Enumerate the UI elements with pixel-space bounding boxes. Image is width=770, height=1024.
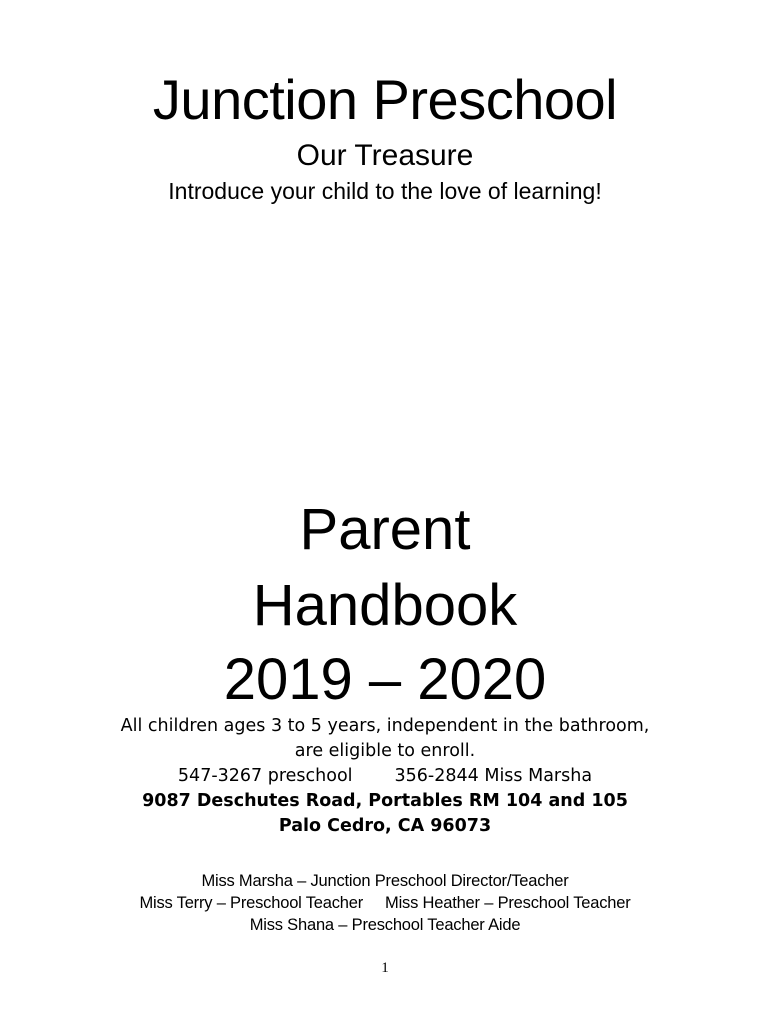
school-subtitle: Our Treasure xyxy=(296,139,474,172)
eligibility-line-2: are eligible to enroll. xyxy=(294,741,476,761)
page-number: 1 xyxy=(381,960,389,976)
address-line-1: 9087 Deschutes Road, Portables RM 104 and 105 xyxy=(142,791,628,811)
staff-teacher-terry: Miss Terry – Preschool Teacher xyxy=(139,894,364,912)
preschool-phone: 547-3267 preschool xyxy=(177,766,353,786)
handbook-title-year: 2019 – 2020 xyxy=(223,647,547,712)
phone-numbers xyxy=(0,764,770,789)
handbook-title-line-1: Parent xyxy=(299,497,471,562)
director-phone: 356-2844 Miss Marsha xyxy=(394,766,593,786)
address-line-2: Palo Cedro, CA 96073 xyxy=(278,816,492,836)
eligibility-line-1: All children ages 3 to 5 years, independent in the bathroom, xyxy=(120,716,650,736)
staff-teacher-heather: Miss Heather – Preschool Teacher xyxy=(385,894,631,912)
staff-director: Miss Marsha – Junction Preschool Director/Teacher xyxy=(201,872,569,890)
staff-aide: Miss Shana – Preschool Teacher Aide xyxy=(249,916,521,934)
school-name: Junction Preschool xyxy=(152,68,618,131)
school-tagline: Introduce your child to the love of learning! xyxy=(168,178,602,204)
handbook-title-line-2: Handbook xyxy=(252,573,518,638)
staff-teachers xyxy=(0,892,770,914)
